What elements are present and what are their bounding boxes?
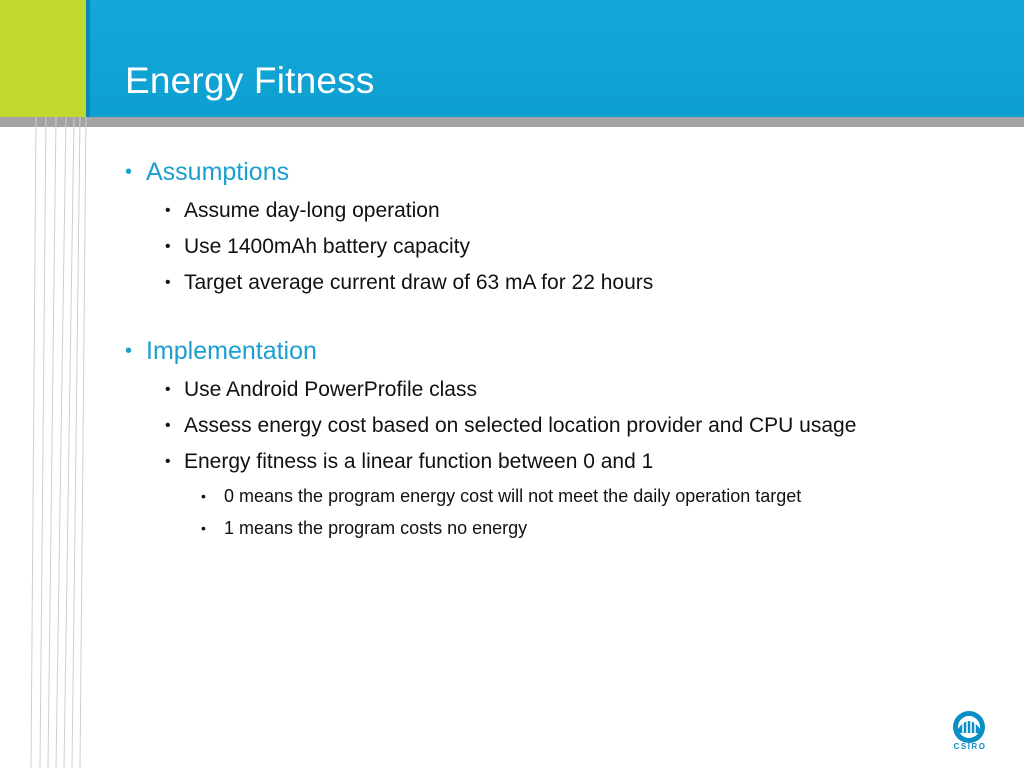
list-item xyxy=(165,232,955,262)
sub-list-item-text: 0 means the program energy cost will not meet the daily operation target xyxy=(224,486,802,506)
bullet-icon: • xyxy=(165,274,171,291)
slide-content xyxy=(125,154,955,541)
list-item-text: Assess energy cost based on selected location provider and CPU usage xyxy=(184,414,857,437)
decorative-side-lines xyxy=(0,0,95,768)
list-item-text: Assume day-long operation xyxy=(184,199,440,222)
list-item xyxy=(165,447,955,477)
list-item xyxy=(165,375,955,405)
sub-list-item xyxy=(201,515,955,541)
bullet-icon: • xyxy=(165,381,171,398)
bullet-icon: • xyxy=(201,520,206,536)
section-heading-implementation xyxy=(125,333,955,369)
bullet-icon: • xyxy=(125,340,133,362)
bullet-icon: • xyxy=(165,202,171,219)
list-item xyxy=(165,411,955,441)
list-item xyxy=(165,268,955,298)
list-item-text: Use 1400mAh battery capacity xyxy=(184,235,470,258)
list-item xyxy=(165,196,955,226)
sub-list-item xyxy=(201,483,955,509)
list-item-text: Use Android PowerProfile class xyxy=(184,378,477,401)
bullet-icon: • xyxy=(125,161,133,183)
csiro-logo-icon xyxy=(944,707,994,759)
bullet-icon: • xyxy=(165,453,171,470)
list-item-text: Target average current draw of 63 mA for 22 hours xyxy=(184,271,654,294)
logo-text: CSIRO xyxy=(953,742,987,751)
slide-title: Energy Fitness xyxy=(125,60,375,101)
header-rule xyxy=(0,117,1024,127)
sub-list-item-text: 1 means the program costs no energy xyxy=(224,518,528,538)
section-heading-assumptions xyxy=(125,154,955,190)
section-heading-label: Assumptions xyxy=(146,158,290,186)
list-item-text: Energy fitness is a linear function between 0 and 1 xyxy=(184,450,654,473)
bullet-icon: • xyxy=(165,417,171,434)
section-heading-label: Implementation xyxy=(146,337,317,365)
bullet-icon: • xyxy=(201,488,206,504)
bullet-icon: • xyxy=(165,238,171,255)
